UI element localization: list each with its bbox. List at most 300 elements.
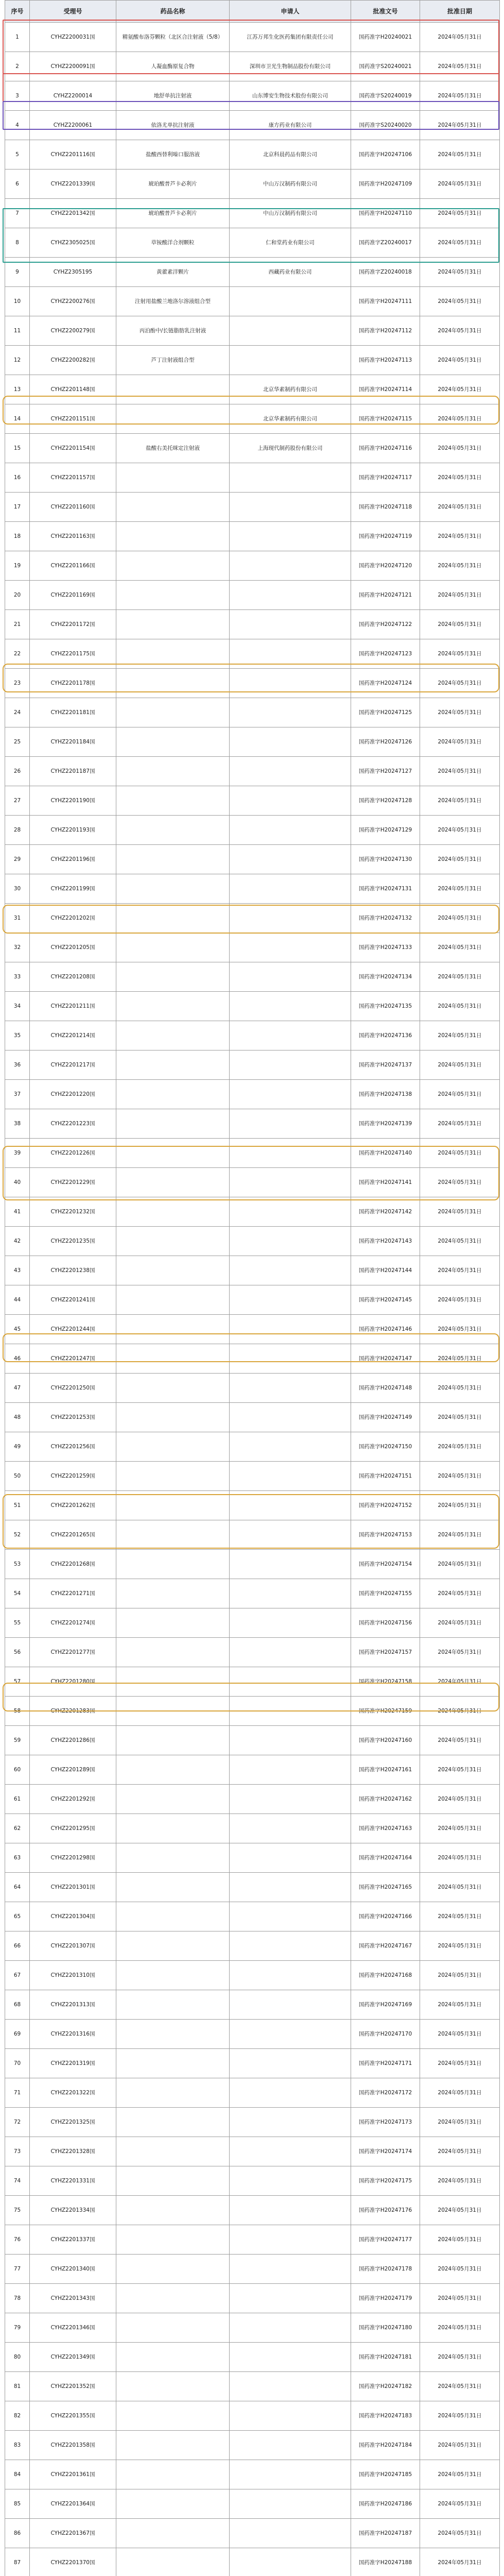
table-row (5, 140, 500, 170)
cell-drug-name (116, 2196, 230, 2225)
cell-drug-name (116, 874, 230, 904)
table-row (5, 1285, 500, 1315)
cell-acceptance-no: CYHZ2201226国 (30, 1139, 116, 1168)
cell-row-index: 86 (5, 2519, 30, 2548)
cell-applicant (230, 1608, 351, 1638)
cell-drug-name (116, 1579, 230, 1608)
cell-approval-date: 2024年05月31日 (420, 1462, 500, 1491)
cell-drug-name: 丙泊酚中/长链脂肪乳注射液 (116, 316, 230, 346)
cell-applicant (230, 1579, 351, 1608)
table-row (5, 1579, 500, 1608)
cell-approval-no: 国药准字S20240019 (351, 81, 420, 111)
cell-approval-date: 2024年05月31日 (420, 404, 500, 434)
cell-drug-name (116, 1931, 230, 1961)
cell-drug-name (116, 816, 230, 845)
cell-acceptance-no: CYHZ2201271国 (30, 1579, 116, 1608)
cell-applicant (230, 2489, 351, 2519)
cell-approval-no: 国药准字H20247143 (351, 1227, 420, 1256)
cell-applicant (230, 2049, 351, 2078)
cell-acceptance-no: CYHZ2201148国 (30, 375, 116, 404)
cell-row-index: 39 (5, 1139, 30, 1168)
cell-drug-name (116, 1491, 230, 1520)
table-row (5, 1550, 500, 1579)
cell-drug-name (116, 1432, 230, 1462)
cell-approval-no: 国药准字H20247112 (351, 316, 420, 346)
table-row (5, 1491, 500, 1520)
cell-row-index: 3 (5, 81, 30, 111)
table-row (5, 904, 500, 933)
cell-drug-name (116, 1873, 230, 1902)
cell-approval-date: 2024年05月31日 (420, 1285, 500, 1315)
cell-approval-date: 2024年05月31日 (420, 1050, 500, 1080)
cell-row-index: 54 (5, 1579, 30, 1608)
cell-acceptance-no: CYHZ2201160国 (30, 493, 116, 522)
cell-applicant (230, 551, 351, 581)
cell-approval-no: 国药准字H20247128 (351, 786, 420, 816)
cell-applicant (230, 2020, 351, 2049)
cell-applicant (230, 1050, 351, 1080)
cell-row-index: 26 (5, 757, 30, 786)
cell-drug-name (116, 404, 230, 434)
cell-approval-no: 国药准字Z20240017 (351, 228, 420, 258)
cell-drug-name (116, 1667, 230, 1697)
cell-drug-name (116, 1344, 230, 1374)
cell-approval-date: 2024年05月31日 (420, 1697, 500, 1726)
cell-approval-no: 国药准字H20247173 (351, 2108, 420, 2137)
cell-row-index: 83 (5, 2431, 30, 2460)
cell-approval-no: 国药准字H20247151 (351, 1462, 420, 1491)
cell-approval-no: 国药准字H20247175 (351, 2166, 420, 2196)
cell-applicant (230, 1344, 351, 1374)
cell-row-index: 82 (5, 2401, 30, 2431)
cell-applicant (230, 1227, 351, 1256)
table-row (5, 1990, 500, 2020)
cell-approval-date: 2024年05月31日 (420, 2196, 500, 2225)
cell-applicant (230, 992, 351, 1021)
cell-drug-name (116, 1139, 230, 1168)
cell-applicant (230, 1814, 351, 1843)
cell-approval-no: 国药准字H20247176 (351, 2196, 420, 2225)
cell-row-index: 47 (5, 1374, 30, 1403)
cell-row-index: 74 (5, 2166, 30, 2196)
cell-acceptance-no: CYHZ2201319国 (30, 2049, 116, 2078)
cell-row-index: 68 (5, 1990, 30, 2020)
table-row (5, 874, 500, 904)
cell-acceptance-no: CYHZ2201241国 (30, 1285, 116, 1315)
cell-acceptance-no: CYHZ2201256国 (30, 1432, 116, 1462)
table-row (5, 2049, 500, 2078)
cell-applicant: 深圳市卫光生物制品股份有限公司 (230, 52, 351, 81)
cell-row-index: 30 (5, 874, 30, 904)
table-row (5, 2401, 500, 2431)
cell-applicant (230, 727, 351, 757)
cell-applicant (230, 1873, 351, 1902)
cell-applicant (230, 287, 351, 316)
cell-applicant (230, 845, 351, 874)
cell-approval-date: 2024年05月31日 (420, 1961, 500, 1990)
cell-acceptance-no: CYHZ2201346国 (30, 2313, 116, 2343)
cell-approval-no: 国药准字H20247158 (351, 1667, 420, 1697)
cell-approval-date: 2024年05月31日 (420, 2049, 500, 2078)
cell-approval-no: 国药准字H20247141 (351, 1168, 420, 1197)
cell-row-index: 66 (5, 1931, 30, 1961)
table-row (5, 727, 500, 757)
cell-applicant (230, 1109, 351, 1139)
col-header-approval-date: 批准日期 (420, 1, 500, 23)
cell-approval-no: 国药准字H20247156 (351, 1608, 420, 1638)
cell-approval-date: 2024年05月31日 (420, 2108, 500, 2137)
cell-row-index: 81 (5, 2372, 30, 2401)
table-row (5, 346, 500, 375)
cell-approval-no: 国药准字H20247121 (351, 581, 420, 610)
table-row (5, 199, 500, 228)
cell-approval-no: 国药准字H20247150 (351, 1432, 420, 1462)
cell-approval-no: 国药准字H20247137 (351, 1050, 420, 1080)
table-row (5, 845, 500, 874)
cell-applicant (230, 2284, 351, 2313)
cell-approval-date: 2024年05月31日 (420, 228, 500, 258)
cell-approval-no: 国药准字H20247123 (351, 639, 420, 669)
cell-applicant (230, 1843, 351, 1873)
cell-drug-name: 芦丁注射液组合型 (116, 346, 230, 375)
cell-drug-name (116, 2049, 230, 2078)
cell-acceptance-no: CYHZ2201238国 (30, 1256, 116, 1285)
cell-applicant (230, 2313, 351, 2343)
cell-applicant (230, 2431, 351, 2460)
table-row (5, 2548, 500, 2576)
cell-applicant (230, 669, 351, 698)
cell-drug-name (116, 1726, 230, 1755)
cell-acceptance-no: CYHZ2201340国 (30, 2255, 116, 2284)
cell-approval-no: 国药准字H20247145 (351, 1285, 420, 1315)
cell-row-index: 12 (5, 346, 30, 375)
cell-row-index: 44 (5, 1285, 30, 1315)
cell-approval-no: 国药准字H20247163 (351, 1814, 420, 1843)
cell-approval-date: 2024年05月31日 (420, 669, 500, 698)
cell-applicant (230, 522, 351, 551)
cell-approval-no: 国药准字H20247182 (351, 2372, 420, 2401)
cell-drug-name (116, 2313, 230, 2343)
cell-drug-name (116, 698, 230, 727)
cell-approval-date: 2024年05月31日 (420, 2166, 500, 2196)
cell-applicant (230, 1755, 351, 1785)
cell-approval-no: 国药准字H20247134 (351, 962, 420, 992)
cell-approval-no: 国药准字H20247126 (351, 727, 420, 757)
cell-drug-name (116, 493, 230, 522)
cell-approval-no: 国药准字H20247154 (351, 1550, 420, 1579)
cell-approval-no: 国药准字H20247142 (351, 1197, 420, 1227)
cell-row-index: 56 (5, 1638, 30, 1667)
cell-approval-no: 国药准字H20247172 (351, 2078, 420, 2108)
cell-drug-name (116, 1403, 230, 1432)
cell-drug-name (116, 1227, 230, 1256)
cell-acceptance-no: CYHZ2201331国 (30, 2166, 116, 2196)
cell-approval-no: 国药准字H20247183 (351, 2401, 420, 2431)
cell-acceptance-no: CYHZ2201292国 (30, 1785, 116, 1814)
cell-acceptance-no: CYHZ2201244国 (30, 1315, 116, 1344)
cell-row-index: 14 (5, 404, 30, 434)
cell-approval-date: 2024年05月31日 (420, 2313, 500, 2343)
cell-drug-name (116, 933, 230, 962)
table-row (5, 1726, 500, 1755)
cell-approval-date: 2024年05月31日 (420, 287, 500, 316)
cell-approval-date: 2024年05月31日 (420, 2078, 500, 2108)
cell-applicant (230, 1902, 351, 1931)
cell-applicant (230, 786, 351, 816)
cell-row-index: 22 (5, 639, 30, 669)
cell-row-index: 40 (5, 1168, 30, 1197)
col-header-approval-no: 批准文号 (351, 1, 420, 23)
cell-approval-date: 2024年05月31日 (420, 140, 500, 170)
cell-acceptance-no: CYHZ2200031国 (30, 23, 116, 52)
cell-row-index: 55 (5, 1608, 30, 1638)
cell-row-index: 13 (5, 375, 30, 404)
cell-row-index: 48 (5, 1403, 30, 1432)
cell-approval-no: 国药准字H20247114 (351, 375, 420, 404)
table-row (5, 1902, 500, 1931)
table-row (5, 258, 500, 287)
cell-row-index: 38 (5, 1109, 30, 1139)
cell-approval-date: 2024年05月31日 (420, 1990, 500, 2020)
cell-drug-name (116, 727, 230, 757)
cell-applicant (230, 2460, 351, 2489)
table-row (5, 1814, 500, 1843)
cell-applicant (230, 1080, 351, 1109)
cell-row-index: 29 (5, 845, 30, 874)
cell-approval-no: 国药准字H20247171 (351, 2049, 420, 2078)
table-row (5, 2020, 500, 2049)
cell-acceptance-no: CYHZ2201352国 (30, 2372, 116, 2401)
table-row (5, 2137, 500, 2166)
cell-approval-date: 2024年05月31日 (420, 698, 500, 727)
cell-drug-name (116, 2519, 230, 2548)
cell-applicant (230, 463, 351, 493)
cell-drug-name (116, 1021, 230, 1050)
cell-drug-name: 注射用盐酸兰地洛尔溶液组合型 (116, 287, 230, 316)
cell-approval-no: 国药准字H20247133 (351, 933, 420, 962)
col-header-index: 序号 (5, 1, 30, 23)
cell-applicant (230, 2548, 351, 2576)
cell-acceptance-no: CYHZ2201247国 (30, 1344, 116, 1374)
table-row (5, 2431, 500, 2460)
cell-approval-date: 2024年05月31日 (420, 639, 500, 669)
cell-approval-no: 国药准字H20247116 (351, 434, 420, 463)
cell-drug-name (116, 1197, 230, 1227)
cell-approval-no: 国药准字H20247161 (351, 1755, 420, 1785)
cell-approval-date: 2024年05月31日 (420, 258, 500, 287)
cell-drug-name (116, 1080, 230, 1109)
cell-applicant (230, 1315, 351, 1344)
cell-drug-name (116, 1608, 230, 1638)
cell-approval-date: 2024年05月31日 (420, 1491, 500, 1520)
cell-applicant (230, 1285, 351, 1315)
cell-acceptance-no: CYHZ2201229国 (30, 1168, 116, 1197)
cell-row-index: 78 (5, 2284, 30, 2313)
cell-row-index: 67 (5, 1961, 30, 1990)
col-header-drug-name: 药品名称 (116, 1, 230, 23)
cell-applicant (230, 1403, 351, 1432)
cell-applicant (230, 1520, 351, 1550)
cell-drug-name (116, 1050, 230, 1080)
cell-acceptance-no: CYHZ2305025国 (30, 228, 116, 258)
cell-row-index: 1 (5, 23, 30, 52)
cell-approval-date: 2024年05月31日 (420, 81, 500, 111)
cell-applicant (230, 2255, 351, 2284)
cell-approval-date: 2024年05月31日 (420, 2343, 500, 2372)
cell-acceptance-no: CYHZ2201307国 (30, 1931, 116, 1961)
cell-approval-no: 国药准字H20247186 (351, 2489, 420, 2519)
cell-approval-date: 2024年05月31日 (420, 1843, 500, 1873)
cell-drug-name (116, 2078, 230, 2108)
cell-applicant (230, 1462, 351, 1491)
cell-approval-date: 2024年05月31日 (420, 1403, 500, 1432)
table-header-row (5, 1, 500, 23)
cell-drug-name (116, 1462, 230, 1491)
cell-acceptance-no: CYHZ2201202国 (30, 904, 116, 933)
cell-row-index: 61 (5, 1785, 30, 1814)
table-row (5, 1256, 500, 1285)
cell-approval-no: 国药准字H20247138 (351, 1080, 420, 1109)
cell-acceptance-no: CYHZ2201358国 (30, 2431, 116, 2460)
cell-approval-date: 2024年05月31日 (420, 2372, 500, 2401)
cell-row-index: 42 (5, 1227, 30, 1256)
cell-drug-name (116, 610, 230, 639)
cell-acceptance-no: CYHZ2201370国 (30, 2548, 116, 2576)
table-row (5, 52, 500, 81)
cell-drug-name: 精氨酸布洛芬颗粒（北区合注射液（5/8） (116, 23, 230, 52)
cell-applicant (230, 1931, 351, 1961)
cell-applicant (230, 1638, 351, 1667)
cell-applicant (230, 698, 351, 727)
table-row (5, 992, 500, 1021)
cell-acceptance-no: CYHZ2201235国 (30, 1227, 116, 1256)
cell-approval-no: 国药准字H20247110 (351, 199, 420, 228)
table-row (5, 1168, 500, 1197)
cell-drug-name: 盐酸西替利嗪口服溶液 (116, 140, 230, 170)
cell-acceptance-no: CYHZ2200091国 (30, 52, 116, 81)
cell-drug-name (116, 581, 230, 610)
cell-approval-no: 国药准字S20240021 (351, 52, 420, 81)
cell-approval-date: 2024年05月31日 (420, 2489, 500, 2519)
cell-approval-date: 2024年05月31日 (420, 1197, 500, 1227)
cell-approval-no: 国药准字H20247132 (351, 904, 420, 933)
cell-approval-no: 国药准字H20247184 (351, 2431, 420, 2460)
cell-approval-date: 2024年05月31日 (420, 2225, 500, 2255)
cell-acceptance-no: CYHZ2201277国 (30, 1638, 116, 1667)
table-row (5, 2519, 500, 2548)
cell-approval-no: 国药准字H20247148 (351, 1374, 420, 1403)
cell-row-index: 16 (5, 463, 30, 493)
cell-approval-date: 2024年05月31日 (420, 1667, 500, 1697)
cell-row-index: 46 (5, 1344, 30, 1374)
cell-row-index: 41 (5, 1197, 30, 1227)
cell-applicant (230, 1550, 351, 1579)
cell-applicant: 西藏药业有限公司 (230, 258, 351, 287)
cell-acceptance-no: CYHZ2201196国 (30, 845, 116, 874)
cell-drug-name (116, 1109, 230, 1139)
cell-approval-no: 国药准字H20247149 (351, 1403, 420, 1432)
cell-approval-date: 2024年05月31日 (420, 845, 500, 874)
cell-acceptance-no: CYHZ2201163国 (30, 522, 116, 551)
cell-drug-name (116, 1256, 230, 1285)
cell-row-index: 37 (5, 1080, 30, 1109)
cell-row-index: 21 (5, 610, 30, 639)
cell-acceptance-no: CYHZ2200276国 (30, 287, 116, 316)
cell-drug-name (116, 1990, 230, 2020)
cell-row-index: 65 (5, 1902, 30, 1931)
cell-row-index: 49 (5, 1432, 30, 1462)
cell-approval-date: 2024年05月31日 (420, 757, 500, 786)
cell-acceptance-no: CYHZ2201339国 (30, 170, 116, 199)
table-row (5, 2166, 500, 2196)
cell-acceptance-no: CYHZ2201217国 (30, 1050, 116, 1080)
table-row (5, 463, 500, 493)
cell-applicant (230, 346, 351, 375)
cell-applicant (230, 933, 351, 962)
cell-applicant (230, 610, 351, 639)
cell-row-index: 4 (5, 111, 30, 140)
table-row (5, 610, 500, 639)
cell-approval-date: 2024年05月31日 (420, 1374, 500, 1403)
table-row (5, 1344, 500, 1374)
table-row (5, 1197, 500, 1227)
cell-approval-no: 国药准字H20247124 (351, 669, 420, 698)
cell-approval-date: 2024年05月31日 (420, 1755, 500, 1785)
cell-approval-no: 国药准字H20247147 (351, 1344, 420, 1374)
table-row (5, 287, 500, 316)
cell-acceptance-no: CYHZ2201199国 (30, 874, 116, 904)
cell-drug-name (116, 962, 230, 992)
cell-row-index: 5 (5, 140, 30, 170)
table-row (5, 698, 500, 727)
cell-approval-no: 国药准字H20247174 (351, 2137, 420, 2166)
table-row (5, 111, 500, 140)
cell-approval-date: 2024年05月31日 (420, 1638, 500, 1667)
cell-acceptance-no: CYHZ2201211国 (30, 992, 116, 1021)
cell-approval-date: 2024年05月31日 (420, 1344, 500, 1374)
cell-acceptance-no: CYHZ2200279国 (30, 316, 116, 346)
cell-drug-name (116, 522, 230, 551)
table-row (5, 2313, 500, 2343)
cell-approval-date: 2024年05月31日 (420, 1726, 500, 1755)
cell-drug-name (116, 2460, 230, 2489)
cell-approval-no: 国药准字H20247144 (351, 1256, 420, 1285)
cell-drug-name (116, 1315, 230, 1344)
cell-row-index: 28 (5, 816, 30, 845)
cell-acceptance-no: CYHZ2201253国 (30, 1403, 116, 1432)
cell-acceptance-no: CYHZ2201280国 (30, 1667, 116, 1697)
table-row (5, 786, 500, 816)
cell-approval-no: 国药准字H20247185 (351, 2460, 420, 2489)
cell-drug-name (116, 1697, 230, 1726)
cell-approval-date: 2024年05月31日 (420, 1550, 500, 1579)
cell-drug-name (116, 1755, 230, 1785)
cell-row-index: 6 (5, 170, 30, 199)
cell-approval-date: 2024年05月31日 (420, 1139, 500, 1168)
cell-acceptance-no: CYHZ2201274国 (30, 1608, 116, 1638)
cell-approval-no: 国药准字H20247135 (351, 992, 420, 1021)
cell-acceptance-no: CYHZ2201187国 (30, 757, 116, 786)
cell-approval-no: 国药准字H20247155 (351, 1579, 420, 1608)
cell-drug-name (116, 375, 230, 404)
table-row (5, 1697, 500, 1726)
cell-approval-no: 国药准字H20247140 (351, 1139, 420, 1168)
cell-row-index: 9 (5, 258, 30, 287)
cell-row-index: 7 (5, 199, 30, 228)
cell-applicant (230, 757, 351, 786)
table-row (5, 1667, 500, 1697)
table-row (5, 1755, 500, 1785)
